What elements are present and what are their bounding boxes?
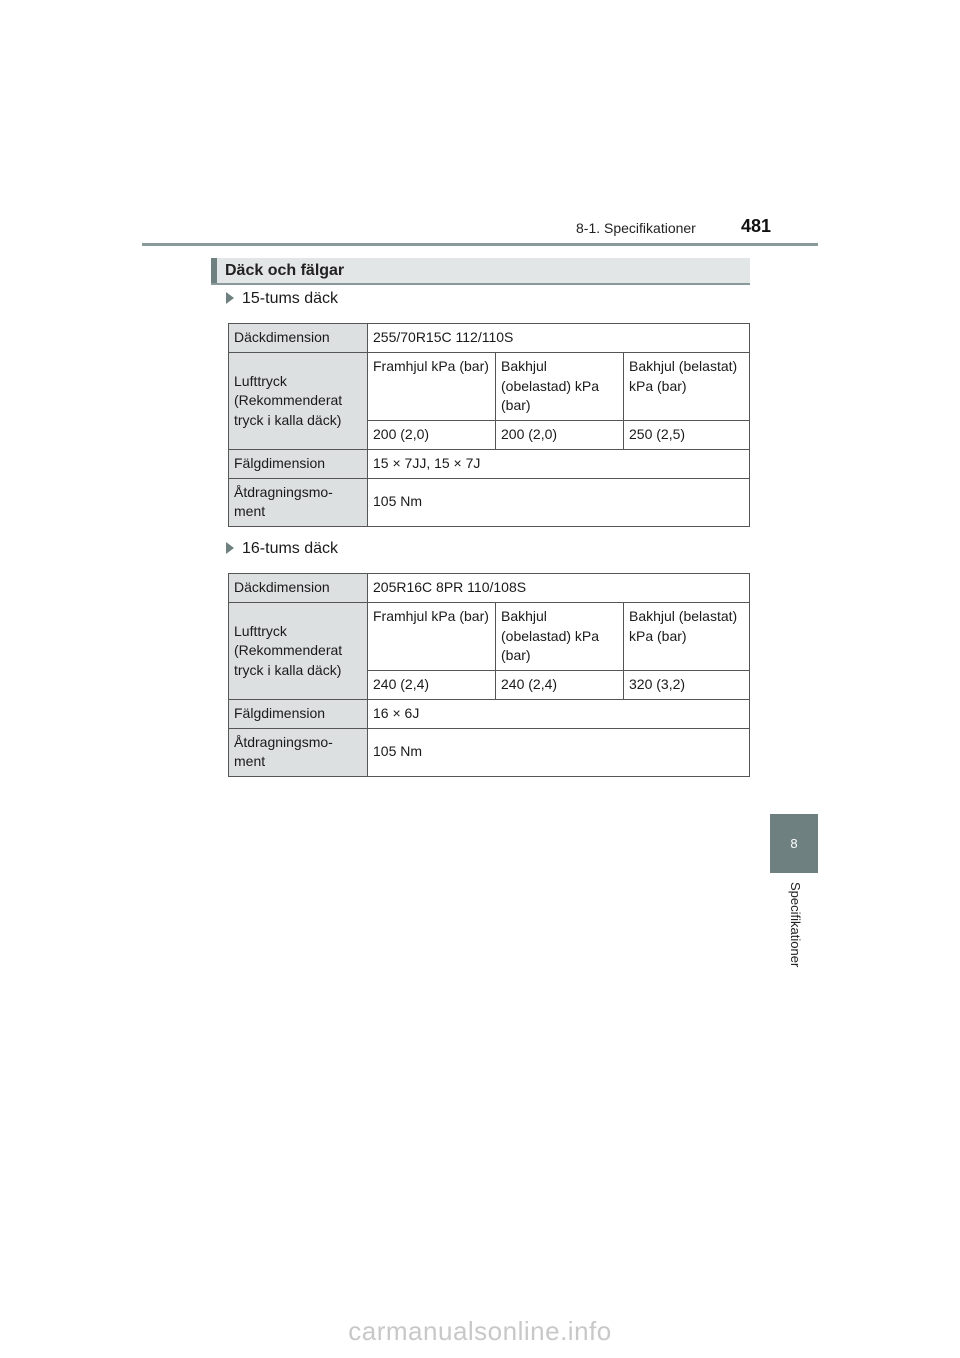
table-row <box>229 603 750 671</box>
subheading-15-inch <box>226 290 338 308</box>
table-row <box>229 324 750 353</box>
pressure-label: Lufttryck (Rekommenderat tryck i kalla däck) <box>229 353 368 450</box>
column-front: Framhjul kPa (bar) <box>368 353 496 421</box>
rim-label: Fälgdimension <box>229 699 368 728</box>
table-row <box>229 699 750 728</box>
dimension-label: Däckdimension <box>229 574 368 603</box>
rim-label: Fälgdimension <box>229 449 368 478</box>
section-accent <box>211 258 217 283</box>
value-rear-loaded: 320 (3,2) <box>624 670 750 699</box>
subheading-16-inch <box>226 540 338 558</box>
section-title: Däck och fälgar <box>225 262 345 279</box>
triangle-bullet-icon <box>226 542 234 554</box>
column-rear-unloaded: Bakhjul (obelastad) kPa (bar) <box>496 353 624 421</box>
value-rear-unloaded: 240 (2,4) <box>496 670 624 699</box>
value-front: 200 (2,0) <box>368 420 496 449</box>
header-divider <box>142 243 818 246</box>
value-front: 240 (2,4) <box>368 670 496 699</box>
section-title-bar <box>211 258 750 285</box>
dimension-value: 205R16C 8PR 110/108S <box>368 574 750 603</box>
column-front: Framhjul kPa (bar) <box>368 603 496 671</box>
torque-label: Åtdragningsmo- ment <box>229 478 368 526</box>
dimension-value: 255/70R15C 112/110S <box>368 324 750 353</box>
spec-table-16-inch <box>228 573 750 777</box>
subheading-text: 15-tums däck <box>242 290 339 307</box>
spec-table-15-inch <box>228 323 750 527</box>
rim-value: 16 × 6J <box>368 699 750 728</box>
rim-value: 15 × 7JJ, 15 × 7J <box>368 449 750 478</box>
torque-value: 105 Nm <box>368 728 750 776</box>
table-row <box>229 728 750 776</box>
watermark: carmanualsonline.info <box>348 1316 612 1346</box>
column-rear-unloaded: Bakhjul (obelastad) kPa (bar) <box>496 603 624 671</box>
subheading-text: 16-tums däck <box>242 540 339 557</box>
dimension-label: Däckdimension <box>229 324 368 353</box>
table-row <box>229 449 750 478</box>
table-row <box>229 574 750 603</box>
pressure-label: Lufttryck (Rekommenderat tryck i kalla däck) <box>229 603 368 700</box>
value-rear-loaded: 250 (2,5) <box>624 420 750 449</box>
value-rear-unloaded: 200 (2,0) <box>496 420 624 449</box>
triangle-bullet-icon <box>226 292 234 304</box>
chapter-label: Specifikationer <box>788 882 803 968</box>
torque-label: Åtdragningsmo- ment <box>229 728 368 776</box>
table-row <box>229 353 750 421</box>
chapter-tab[interactable]: 8 <box>770 814 818 873</box>
page-number: 481 <box>741 216 772 236</box>
torque-value: 105 Nm <box>368 478 750 526</box>
header-section-title: 8-1. Specifikationer <box>576 220 696 236</box>
table-row <box>229 478 750 526</box>
column-rear-loaded: Bakhjul (belastat) kPa (bar) <box>624 353 750 421</box>
column-rear-loaded: Bakhjul (belastat) kPa (bar) <box>624 603 750 671</box>
